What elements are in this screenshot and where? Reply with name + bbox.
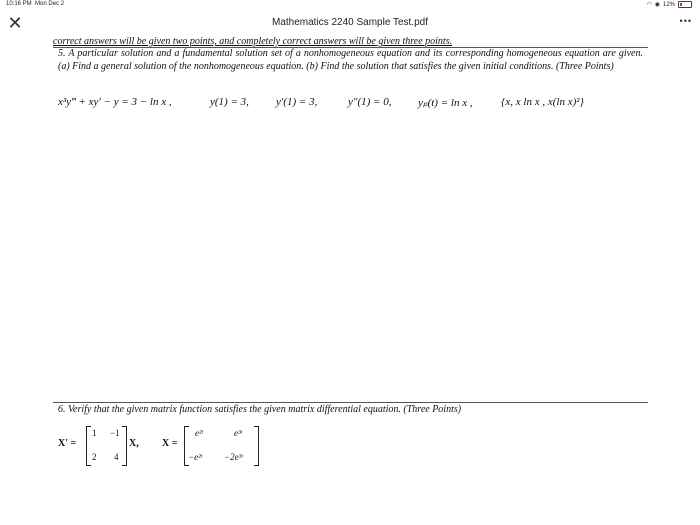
document-titlebar <box>0 10 700 38</box>
initial-condition-1: y(1) = 3, <box>210 96 249 108</box>
clock-text: 10:16 PM <box>6 1 32 7</box>
fundamental-set: {x, x ln x , x(ln x)²} <box>501 96 584 108</box>
question-5-equations <box>58 96 643 110</box>
location-icon: ◉ <box>654 2 660 8</box>
right-bracket <box>122 426 127 466</box>
close-icon: ✕ <box>7 13 23 33</box>
battery-percent: 12% <box>662 1 675 8</box>
status-right <box>646 1 692 8</box>
wifi-icon: ◠ <box>646 2 652 8</box>
matrix-a-cell: −1 <box>110 428 120 438</box>
status-bar <box>0 0 700 10</box>
ode-equation: x³y‴ + xy′ − y = 3 − ln x , <box>58 96 172 108</box>
particular-solution: yₚ(t) = ln x , <box>418 97 473 109</box>
battery-icon <box>678 1 692 8</box>
x-label: X = <box>162 438 178 449</box>
question-5-text: 5. A particular solution and a fundamental solution set of a nonhomogeneous equation and its corresponding homogeneous equation are given. (a) Find a general solution of the nonhomogeneous equation. (b) Find the solution that satisfies the given initial conditions. (Three Points) <box>58 48 643 72</box>
divider <box>53 402 648 403</box>
initial-condition-3: y″(1) = 0, <box>348 96 392 108</box>
question-6-matrices <box>58 424 358 468</box>
matrix-x-cell: −e²ᵗ <box>188 452 203 462</box>
more-icon: ••• <box>679 16 692 26</box>
more-options-button[interactable] <box>680 16 692 26</box>
date-text: Mon Dec 2 <box>35 1 65 7</box>
status-time <box>6 1 64 7</box>
initial-condition-2: y′(1) = 3, <box>276 96 318 108</box>
matrix-x-cell: e²ᵗ <box>195 428 204 438</box>
matrix-a-cell: 1 <box>92 428 97 438</box>
x-after-matrix: X, <box>129 438 139 449</box>
matrix-a-cell: 4 <box>114 452 119 462</box>
question-6-text: 6. Verify that the given matrix function satisfies the given matrix differential equation. (Three Points) <box>58 404 462 415</box>
matrix-a-cell: 2 <box>92 452 97 462</box>
right-bracket <box>254 426 259 466</box>
matrix-x-cell: e³ᵗ <box>234 428 243 438</box>
matrix-x-cell: −2e³ᵗ <box>224 452 243 462</box>
left-bracket <box>86 426 91 466</box>
clipped-instructions: correct answers will be given two points, and completely correct answers will be given three points. <box>53 36 453 47</box>
pdf-page[interactable] <box>53 36 648 525</box>
document-title: Mathematics 2240 Sample Test.pdf <box>271 17 428 28</box>
xprime-label: X′ = <box>58 438 77 449</box>
